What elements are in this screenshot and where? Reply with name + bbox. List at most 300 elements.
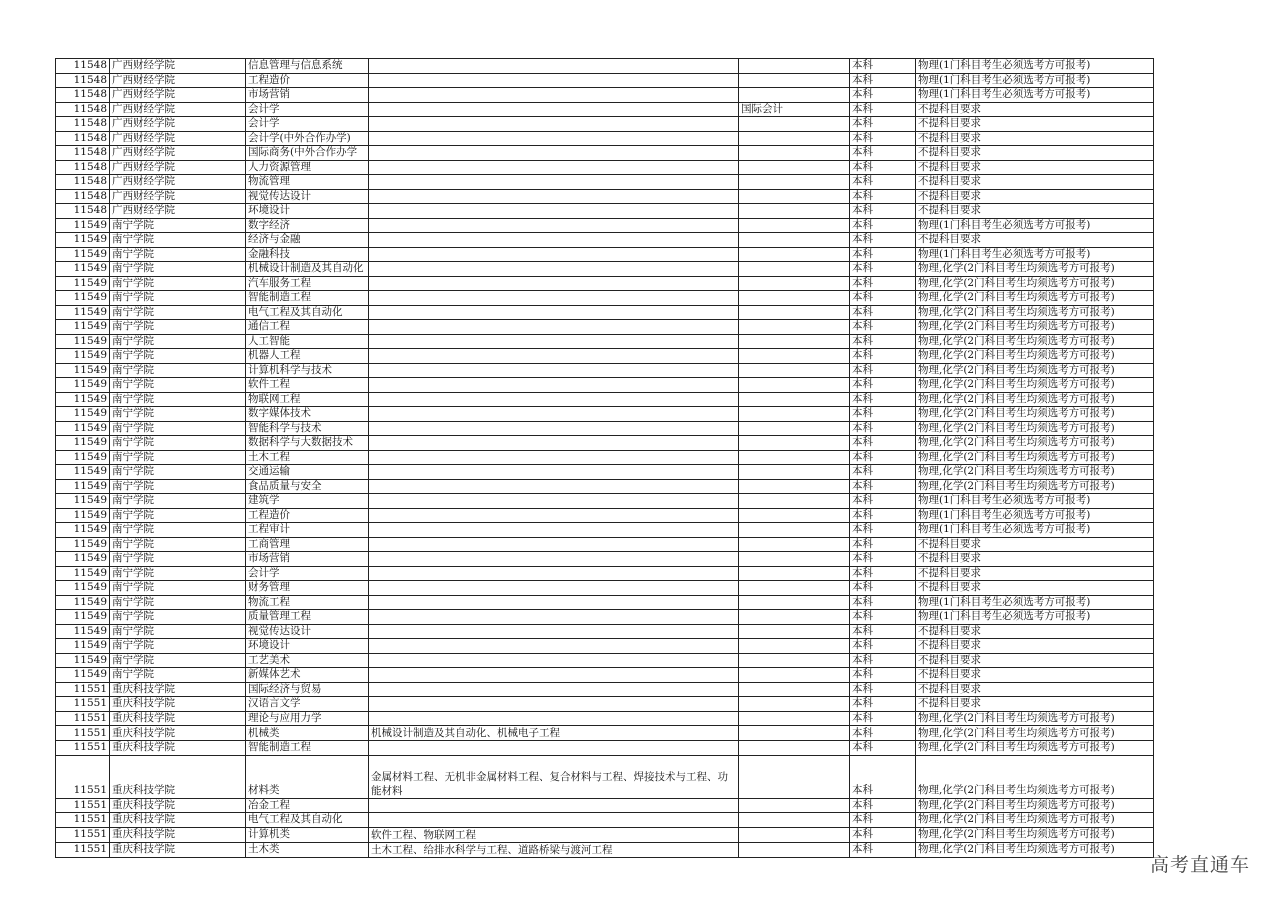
table-row [56, 523, 1154, 538]
major-name-cell: 工程造价 [246, 73, 369, 88]
table-row [56, 798, 1154, 813]
subject-requirement-cell: 物理,化学(2门科目考生均须选考方可报考) [916, 407, 1154, 422]
school-code-cell: 11548 [56, 102, 110, 117]
subject-requirement-cell: 物理(1门科目考生必须选考方可报考) [916, 247, 1154, 262]
school-code-cell: 11549 [56, 276, 110, 291]
school-name-cell: 重庆科技学院 [110, 842, 246, 857]
school-name-cell: 重庆科技学院 [110, 813, 246, 828]
table-row [56, 508, 1154, 523]
major-direction-cell [739, 624, 850, 639]
major-direction-cell [739, 334, 850, 349]
table-row [56, 421, 1154, 436]
major-name-cell: 数字经济 [246, 218, 369, 233]
watermark-text: 高考直通车 [1149, 854, 1250, 876]
major-name-cell: 计算机类 [246, 827, 369, 842]
subject-requirement-cell: 物理,化学(2门科目考生均须选考方可报考) [916, 711, 1154, 726]
school-code-cell: 11549 [56, 247, 110, 262]
table-row [56, 697, 1154, 712]
table-row [56, 175, 1154, 190]
table-row [56, 102, 1154, 117]
school-code-cell: 11548 [56, 204, 110, 219]
school-code-cell: 11549 [56, 537, 110, 552]
school-name-cell: 南宁学院 [110, 479, 246, 494]
included-majors-cell [369, 189, 739, 204]
included-majors-cell [369, 378, 739, 393]
included-majors-cell [369, 88, 739, 103]
subject-requirement-cell: 物理,化学(2门科目考生均须选考方可报考) [916, 450, 1154, 465]
school-name-cell: 广西财经学院 [110, 73, 246, 88]
subject-requirement-cell: 物理,化学(2门科目考生均须选考方可报考) [916, 741, 1154, 756]
included-majors-cell [369, 102, 739, 117]
major-name-cell: 交通运输 [246, 465, 369, 480]
table-row [56, 131, 1154, 146]
major-direction-cell [739, 566, 850, 581]
level-cell: 本科 [850, 479, 916, 494]
level-cell: 本科 [850, 668, 916, 683]
table-row [56, 581, 1154, 596]
school-code-cell: 11549 [56, 450, 110, 465]
level-cell: 本科 [850, 204, 916, 219]
subject-requirement-cell: 物理(1门科目考生必须选考方可报考) [916, 610, 1154, 625]
school-code-cell: 11551 [56, 755, 110, 798]
school-code-cell: 11549 [56, 233, 110, 248]
school-name-cell: 南宁学院 [110, 291, 246, 306]
school-name-cell: 南宁学院 [110, 378, 246, 393]
school-code-cell: 11548 [56, 146, 110, 161]
table-row [56, 436, 1154, 451]
level-cell: 本科 [850, 131, 916, 146]
table-row [56, 305, 1154, 320]
school-name-cell: 南宁学院 [110, 523, 246, 538]
subject-requirement-cell: 物理,化学(2门科目考生均须选考方可报考) [916, 363, 1154, 378]
table-row [56, 653, 1154, 668]
major-name-cell: 环境设计 [246, 204, 369, 219]
major-name-cell: 国际经济与贸易 [246, 682, 369, 697]
included-majors-cell [369, 349, 739, 364]
admission-table [55, 58, 1154, 858]
included-majors-cell [369, 552, 739, 567]
subject-requirement-cell: 物理,化学(2门科目考生均须选考方可报考) [916, 320, 1154, 335]
subject-requirement-cell: 物理,化学(2门科目考生均须选考方可报考) [916, 392, 1154, 407]
major-direction-cell [739, 131, 850, 146]
major-direction-cell [739, 160, 850, 175]
subject-requirement-cell: 物理(1门科目考生必须选考方可报考) [916, 508, 1154, 523]
school-code-cell: 11549 [56, 494, 110, 509]
subject-requirement-cell: 不提科目要求 [916, 175, 1154, 190]
school-name-cell: 南宁学院 [110, 262, 246, 277]
table-row [56, 465, 1154, 480]
included-majors-cell [369, 233, 739, 248]
school-name-cell: 南宁学院 [110, 624, 246, 639]
level-cell: 本科 [850, 291, 916, 306]
school-code-cell: 11551 [56, 813, 110, 828]
table-row [56, 73, 1154, 88]
included-majors-cell [369, 668, 739, 683]
school-code-cell: 11549 [56, 610, 110, 625]
major-name-cell: 市场营销 [246, 88, 369, 103]
school-name-cell: 广西财经学院 [110, 189, 246, 204]
subject-requirement-cell: 不提科目要求 [916, 160, 1154, 175]
table-row [56, 349, 1154, 364]
school-code-cell: 11551 [56, 827, 110, 842]
level-cell: 本科 [850, 813, 916, 828]
major-direction-cell [739, 189, 850, 204]
major-direction-cell [739, 320, 850, 335]
major-direction-cell [739, 755, 850, 798]
school-code-cell: 11548 [56, 73, 110, 88]
table-row [56, 755, 1154, 798]
major-direction-cell [739, 392, 850, 407]
included-majors-cell [369, 639, 739, 654]
school-name-cell: 重庆科技学院 [110, 741, 246, 756]
school-code-cell: 11551 [56, 741, 110, 756]
major-direction-cell [739, 610, 850, 625]
table-row [56, 59, 1154, 74]
major-name-cell: 物流管理 [246, 175, 369, 190]
school-code-cell: 11548 [56, 117, 110, 132]
level-cell: 本科 [850, 276, 916, 291]
major-direction-cell [739, 798, 850, 813]
included-majors-cell [369, 204, 739, 219]
school-code-cell: 11549 [56, 262, 110, 277]
level-cell: 本科 [850, 653, 916, 668]
school-name-cell: 重庆科技学院 [110, 798, 246, 813]
level-cell: 本科 [850, 407, 916, 422]
major-direction-cell [739, 639, 850, 654]
level-cell: 本科 [850, 566, 916, 581]
level-cell: 本科 [850, 247, 916, 262]
major-name-cell: 土木类 [246, 842, 369, 857]
level-cell: 本科 [850, 537, 916, 552]
included-majors-cell [369, 407, 739, 422]
school-name-cell: 南宁学院 [110, 552, 246, 567]
included-majors-cell [369, 131, 739, 146]
level-cell: 本科 [850, 59, 916, 74]
major-name-cell: 汉语言文学 [246, 697, 369, 712]
school-name-cell: 重庆科技学院 [110, 682, 246, 697]
table-row [56, 233, 1154, 248]
major-direction-cell [739, 726, 850, 741]
included-majors-cell [369, 697, 739, 712]
table-row [56, 668, 1154, 683]
school-name-cell: 南宁学院 [110, 465, 246, 480]
school-name-cell: 南宁学院 [110, 320, 246, 335]
level-cell: 本科 [850, 827, 916, 842]
major-direction-cell [739, 711, 850, 726]
included-majors-cell [369, 741, 739, 756]
included-majors-cell [369, 479, 739, 494]
included-majors-cell [369, 146, 739, 161]
school-code-cell: 11549 [56, 349, 110, 364]
major-direction-cell: 国际会计 [739, 102, 850, 117]
table-row [56, 363, 1154, 378]
school-name-cell: 南宁学院 [110, 421, 246, 436]
subject-requirement-cell: 不提科目要求 [916, 653, 1154, 668]
subject-requirement-cell: 不提科目要求 [916, 233, 1154, 248]
subject-requirement-cell: 不提科目要求 [916, 624, 1154, 639]
included-majors-cell: 软件工程、物联网工程 [369, 827, 739, 842]
major-name-cell: 智能制造工程 [246, 291, 369, 306]
subject-requirement-cell: 物理,化学(2门科目考生均须选考方可报考) [916, 291, 1154, 306]
included-majors-cell [369, 175, 739, 190]
table-row [56, 726, 1154, 741]
table-row [56, 552, 1154, 567]
level-cell: 本科 [850, 465, 916, 480]
included-majors-cell [369, 334, 739, 349]
school-code-cell: 11549 [56, 334, 110, 349]
major-name-cell: 会计学(中外合作办学) [246, 131, 369, 146]
school-name-cell: 南宁学院 [110, 450, 246, 465]
major-direction-cell [739, 479, 850, 494]
major-direction-cell [739, 349, 850, 364]
level-cell: 本科 [850, 117, 916, 132]
level-cell: 本科 [850, 334, 916, 349]
major-direction-cell [739, 436, 850, 451]
major-name-cell: 汽车服务工程 [246, 276, 369, 291]
major-direction-cell [739, 363, 850, 378]
school-code-cell: 11551 [56, 726, 110, 741]
subject-requirement-cell: 不提科目要求 [916, 204, 1154, 219]
school-name-cell: 南宁学院 [110, 581, 246, 596]
major-name-cell: 机械设计制造及其自动化 [246, 262, 369, 277]
subject-requirement-cell: 物理(1门科目考生必须选考方可报考) [916, 218, 1154, 233]
major-name-cell: 计算机科学与技术 [246, 363, 369, 378]
subject-requirement-cell: 不提科目要求 [916, 682, 1154, 697]
subject-requirement-cell: 物理,化学(2门科目考生均须选考方可报考) [916, 479, 1154, 494]
level-cell: 本科 [850, 552, 916, 567]
school-code-cell: 11549 [56, 465, 110, 480]
level-cell: 本科 [850, 102, 916, 117]
major-direction-cell [739, 741, 850, 756]
table-row [56, 117, 1154, 132]
level-cell: 本科 [850, 363, 916, 378]
school-code-cell: 11548 [56, 175, 110, 190]
subject-requirement-cell: 不提科目要求 [916, 537, 1154, 552]
school-name-cell: 广西财经学院 [110, 160, 246, 175]
school-name-cell: 广西财经学院 [110, 146, 246, 161]
level-cell: 本科 [850, 624, 916, 639]
included-majors-cell: 机械设计制造及其自动化、机械电子工程 [369, 726, 739, 741]
included-majors-cell [369, 160, 739, 175]
school-name-cell: 重庆科技学院 [110, 697, 246, 712]
subject-requirement-cell: 不提科目要求 [916, 668, 1154, 683]
school-name-cell: 南宁学院 [110, 407, 246, 422]
school-code-cell: 11548 [56, 59, 110, 74]
major-name-cell: 通信工程 [246, 320, 369, 335]
major-name-cell: 新媒体艺术 [246, 668, 369, 683]
included-majors-cell [369, 595, 739, 610]
level-cell: 本科 [850, 349, 916, 364]
subject-requirement-cell: 物理,化学(2门科目考生均须选考方可报考) [916, 465, 1154, 480]
included-majors-cell [369, 59, 739, 74]
major-name-cell: 机械类 [246, 726, 369, 741]
major-name-cell: 土木工程 [246, 450, 369, 465]
level-cell: 本科 [850, 320, 916, 335]
school-name-cell: 南宁学院 [110, 668, 246, 683]
school-code-cell: 11549 [56, 392, 110, 407]
subject-requirement-cell: 不提科目要求 [916, 581, 1154, 596]
school-name-cell: 重庆科技学院 [110, 711, 246, 726]
school-code-cell: 11548 [56, 131, 110, 146]
level-cell: 本科 [850, 741, 916, 756]
table-row [56, 827, 1154, 842]
school-code-cell: 11548 [56, 160, 110, 175]
subject-requirement-cell: 物理,化学(2门科目考生均须选考方可报考) [916, 262, 1154, 277]
school-name-cell: 广西财经学院 [110, 117, 246, 132]
subject-requirement-cell: 物理,化学(2门科目考生均须选考方可报考) [916, 827, 1154, 842]
major-direction-cell [739, 204, 850, 219]
major-direction-cell [739, 407, 850, 422]
table-row [56, 741, 1154, 756]
major-direction-cell [739, 523, 850, 538]
subject-requirement-cell: 物理(1门科目考生必须选考方可报考) [916, 88, 1154, 103]
level-cell: 本科 [850, 508, 916, 523]
major-name-cell: 视觉传达设计 [246, 189, 369, 204]
level-cell: 本科 [850, 218, 916, 233]
level-cell: 本科 [850, 450, 916, 465]
table-row [56, 639, 1154, 654]
subject-requirement-cell: 物理,化学(2门科目考生均须选考方可报考) [916, 726, 1154, 741]
level-cell: 本科 [850, 639, 916, 654]
included-majors-cell [369, 392, 739, 407]
major-name-cell: 视觉传达设计 [246, 624, 369, 639]
included-majors-cell [369, 494, 739, 509]
table-row [56, 682, 1154, 697]
major-name-cell: 软件工程 [246, 378, 369, 393]
level-cell: 本科 [850, 595, 916, 610]
major-direction-cell [739, 827, 850, 842]
included-majors-cell: 金属材料工程、无机非金属材料工程、复合材料与工程、焊接技术与工程、功能材料 [369, 755, 739, 798]
included-majors-cell [369, 537, 739, 552]
major-direction-cell [739, 59, 850, 74]
table-row [56, 320, 1154, 335]
major-direction-cell [739, 146, 850, 161]
major-direction-cell [739, 233, 850, 248]
included-majors-cell: 土木工程、给排水科学与工程、道路桥梁与渡河工程 [369, 842, 739, 857]
level-cell: 本科 [850, 175, 916, 190]
level-cell: 本科 [850, 494, 916, 509]
included-majors-cell [369, 465, 739, 480]
school-name-cell: 南宁学院 [110, 305, 246, 320]
included-majors-cell [369, 813, 739, 828]
level-cell: 本科 [850, 421, 916, 436]
major-name-cell: 环境设计 [246, 639, 369, 654]
included-majors-cell [369, 262, 739, 277]
school-code-cell: 11551 [56, 682, 110, 697]
major-direction-cell [739, 682, 850, 697]
table-row [56, 276, 1154, 291]
table-row [56, 160, 1154, 175]
level-cell: 本科 [850, 160, 916, 175]
subject-requirement-cell: 物理(1门科目考生必须选考方可报考) [916, 494, 1154, 509]
table-row [56, 291, 1154, 306]
school-code-cell: 11551 [56, 798, 110, 813]
major-direction-cell [739, 73, 850, 88]
major-direction-cell [739, 552, 850, 567]
major-name-cell: 经济与金融 [246, 233, 369, 248]
subject-requirement-cell: 物理(1门科目考生必须选考方可报考) [916, 523, 1154, 538]
school-code-cell: 11549 [56, 407, 110, 422]
school-code-cell: 11549 [56, 523, 110, 538]
school-code-cell: 11549 [56, 421, 110, 436]
major-name-cell: 会计学 [246, 117, 369, 132]
table-row [56, 813, 1154, 828]
major-name-cell: 电气工程及其自动化 [246, 813, 369, 828]
major-name-cell: 机器人工程 [246, 349, 369, 364]
subject-requirement-cell: 物理,化学(2门科目考生均须选考方可报考) [916, 436, 1154, 451]
school-name-cell: 广西财经学院 [110, 175, 246, 190]
level-cell: 本科 [850, 523, 916, 538]
table-row [56, 610, 1154, 625]
table-row [56, 407, 1154, 422]
level-cell: 本科 [850, 697, 916, 712]
table-row [56, 378, 1154, 393]
included-majors-cell [369, 581, 739, 596]
table-row [56, 146, 1154, 161]
table-row [56, 392, 1154, 407]
major-name-cell: 电气工程及其自动化 [246, 305, 369, 320]
included-majors-cell [369, 73, 739, 88]
school-code-cell: 11549 [56, 653, 110, 668]
school-code-cell: 11549 [56, 595, 110, 610]
school-name-cell: 重庆科技学院 [110, 827, 246, 842]
major-name-cell: 国际商务(中外合作办学 [246, 146, 369, 161]
subject-requirement-cell: 物理,化学(2门科目考生均须选考方可报考) [916, 378, 1154, 393]
level-cell: 本科 [850, 262, 916, 277]
school-code-cell: 11549 [56, 566, 110, 581]
subject-requirement-cell: 物理,化学(2门科目考生均须选考方可报考) [916, 755, 1154, 798]
major-name-cell: 数字媒体技术 [246, 407, 369, 422]
major-direction-cell [739, 450, 850, 465]
major-direction-cell [739, 668, 850, 683]
table-row [56, 88, 1154, 103]
major-name-cell: 会计学 [246, 566, 369, 581]
table-row [56, 450, 1154, 465]
included-majors-cell [369, 653, 739, 668]
school-code-cell: 11549 [56, 320, 110, 335]
school-code-cell: 11548 [56, 88, 110, 103]
table-body [56, 59, 1154, 858]
school-name-cell: 南宁学院 [110, 436, 246, 451]
school-name-cell: 南宁学院 [110, 595, 246, 610]
table-row [56, 842, 1154, 857]
major-direction-cell [739, 494, 850, 509]
major-name-cell: 信息管理与信息系统 [246, 59, 369, 74]
included-majors-cell [369, 247, 739, 262]
school-code-cell: 11551 [56, 697, 110, 712]
included-majors-cell [369, 218, 739, 233]
major-name-cell: 工程审计 [246, 523, 369, 538]
school-code-cell: 11549 [56, 363, 110, 378]
table-row [56, 537, 1154, 552]
school-name-cell: 南宁学院 [110, 218, 246, 233]
major-name-cell: 金融科技 [246, 247, 369, 262]
major-direction-cell [739, 581, 850, 596]
subject-requirement-cell: 不提科目要求 [916, 566, 1154, 581]
subject-requirement-cell: 物理(1门科目考生必须选考方可报考) [916, 595, 1154, 610]
level-cell: 本科 [850, 726, 916, 741]
included-majors-cell [369, 624, 739, 639]
school-code-cell: 11551 [56, 711, 110, 726]
subject-requirement-cell: 物理,化学(2门科目考生均须选考方可报考) [916, 421, 1154, 436]
major-direction-cell [739, 175, 850, 190]
included-majors-cell [369, 291, 739, 306]
school-name-cell: 南宁学院 [110, 334, 246, 349]
school-code-cell: 11548 [56, 189, 110, 204]
major-direction-cell [739, 305, 850, 320]
major-name-cell: 工程造价 [246, 508, 369, 523]
table-row [56, 218, 1154, 233]
